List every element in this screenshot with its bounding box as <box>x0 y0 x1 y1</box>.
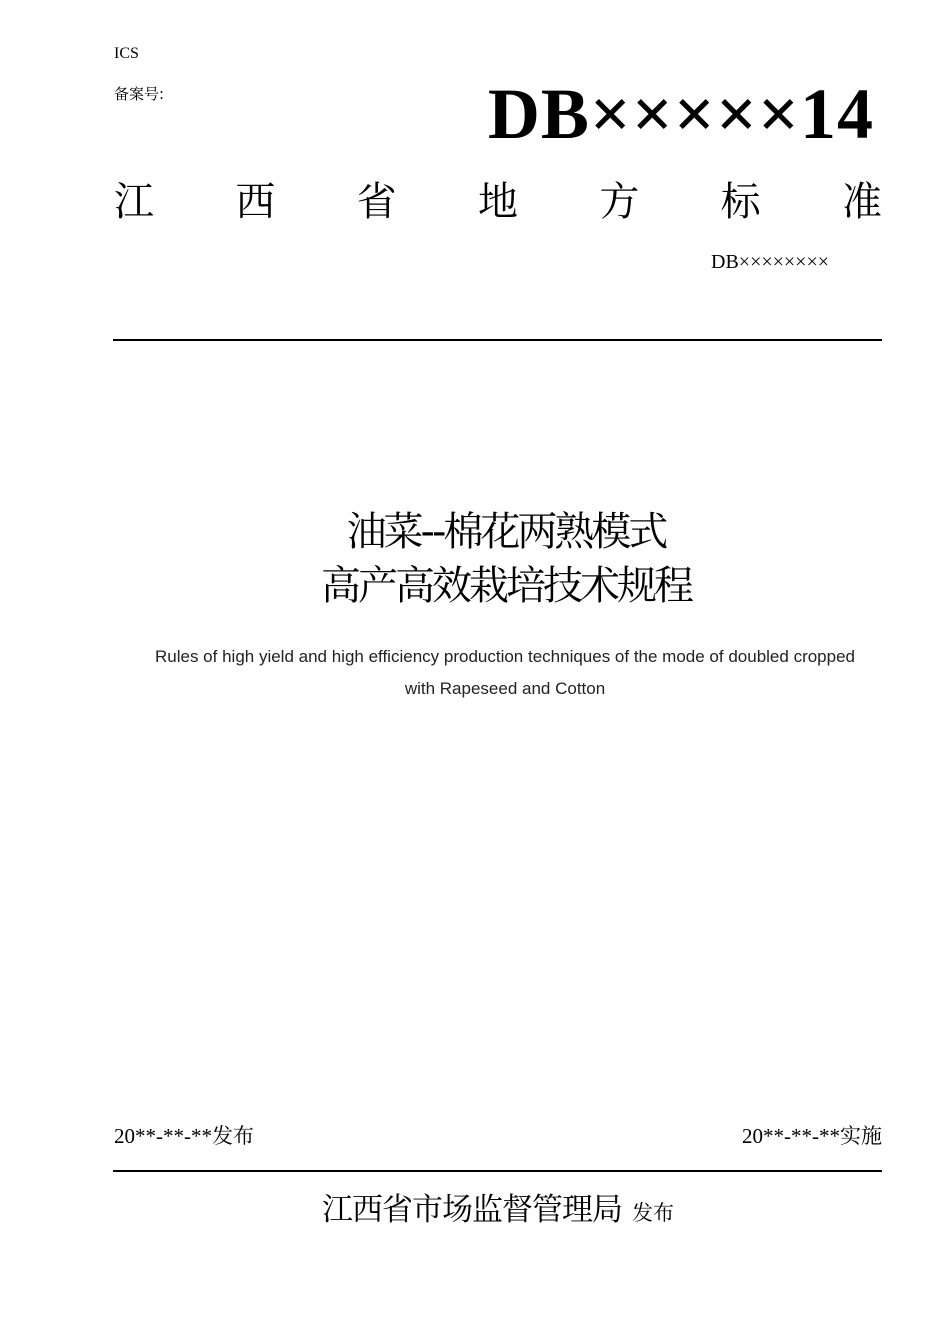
standard-type-char: 省 <box>356 179 397 225</box>
title-en-line-2: with Rapeseed and Cotton <box>404 679 606 698</box>
bottom-divider <box>113 1170 882 1172</box>
standard-type-char: 西 <box>235 179 276 225</box>
standard-type-char: 标 <box>720 179 761 225</box>
ics-label: ICS <box>114 45 139 62</box>
standard-type-char: 方 <box>599 179 640 225</box>
title-en-line-1: Rules of high yield and high efficiency production techniques of the mode of doubled cropped <box>155 647 855 666</box>
publisher-org: 江西省市场监督管理局 <box>322 1192 622 1228</box>
standard-type-char: 地 <box>477 179 518 225</box>
standard-type-title <box>114 176 882 228</box>
title-zh-line-2: 高产高效栽培技术规程 <box>321 563 691 609</box>
standard-type-char: 江 <box>114 179 154 225</box>
issue-date: 20**-**-**发布 <box>114 1124 254 1148</box>
standard-code-large: DB×××××14 <box>487 74 874 154</box>
standard-type-char: 准 <box>841 179 882 225</box>
document-title-en <box>114 641 896 705</box>
implementation-date: 20**-**-**实施 <box>742 1124 882 1148</box>
standard-number: DB×××××××× <box>711 251 830 273</box>
top-divider <box>113 339 882 341</box>
record-number-label: 备案号: <box>114 85 165 103</box>
document-title-zh <box>114 505 898 613</box>
publisher <box>0 1188 950 1235</box>
title-zh-line-1: 油菜--棉花两熟模式 <box>346 509 666 555</box>
publisher-verb: 发布 <box>632 1201 674 1225</box>
